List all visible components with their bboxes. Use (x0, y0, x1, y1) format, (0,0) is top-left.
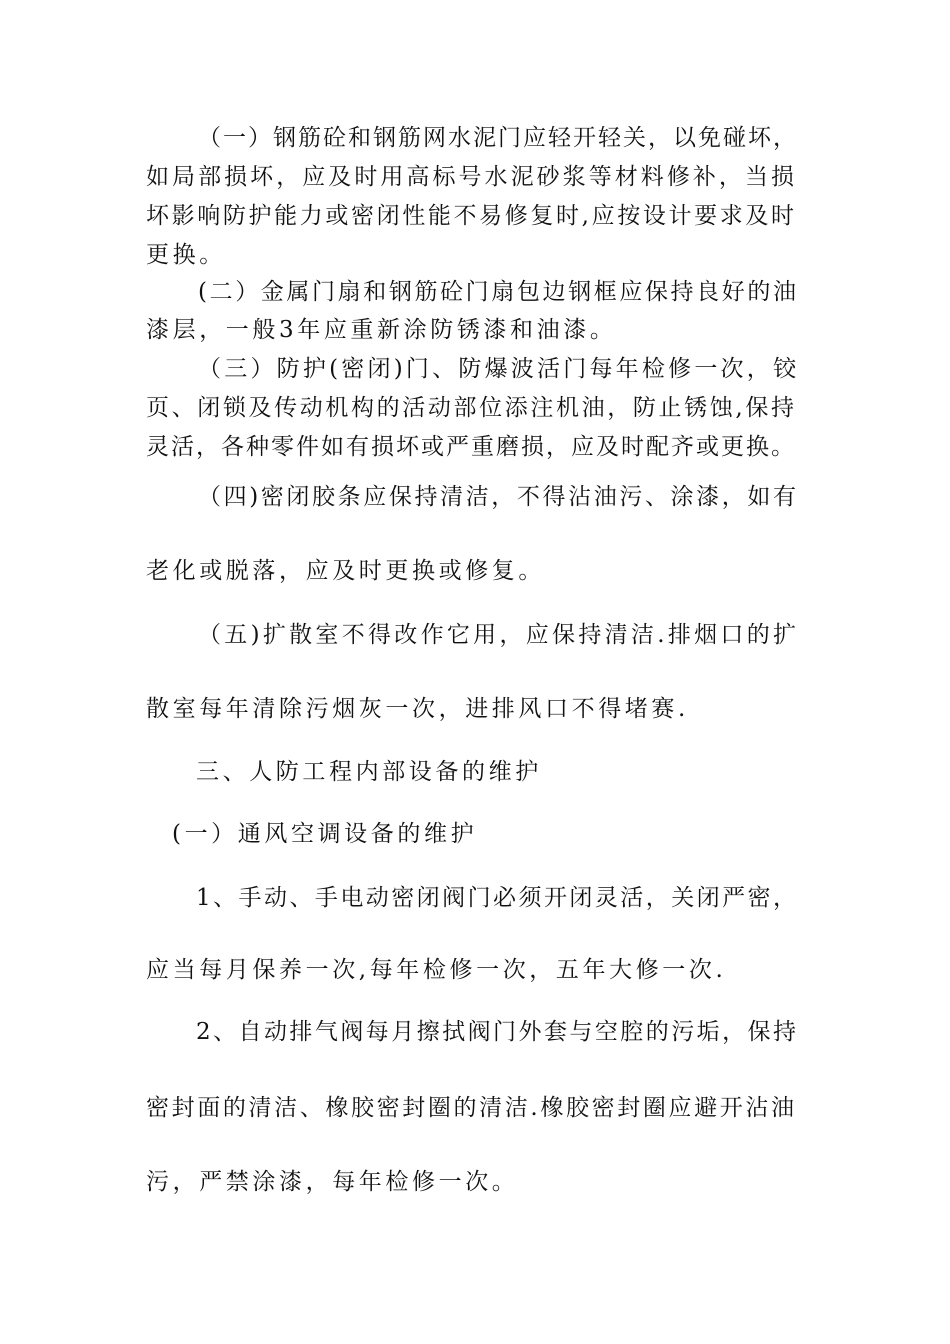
section-heading: 三、人防工程内部设备的维护 (196, 759, 542, 785)
paragraph-3-line-2: 页、闭锁及传动机构的活动部位添注机油，防止锈蚀,保持 (146, 395, 794, 421)
paragraph-5-line-1: （五)扩散室不得改作它用，应保持清洁.排烟口的扩 (198, 622, 796, 648)
paragraph-1-line-3: 坏影响防护能力或密闭性能不易修复时,应按设计要求及时 (146, 203, 794, 229)
item-1-line-2: 应当每月保养一次,每年检修一次，五年大修一次. (146, 957, 727, 983)
paragraph-4-line-1: （四)密闭胶条应保持清洁，不得沾油污、涂漆，如有 (198, 484, 796, 510)
paragraph-1-line-2: 如局部损坏，应及时用高标号水泥砂浆等材料修补，当损 (146, 164, 794, 190)
paragraph-3-line-1: （三）防护(密闭)门、防爆波活门每年检修一次，铰 (198, 356, 796, 382)
paragraph-4-line-2: 老化或脱落，应及时更换或修复。 (146, 558, 545, 584)
item-2-line-3: 污，严禁涂漆，每年检修一次。 (146, 1169, 519, 1195)
paragraph-5-line-2: 散室每年清除污烟灰一次，进排风口不得堵赛. (146, 696, 689, 722)
paragraph-2-line-1: (二）金属门扇和钢筋砼门扇包边钢框应保持良好的油 (198, 279, 796, 305)
subsection-heading: (一）通风空调设备的维护 (172, 821, 478, 847)
paragraph-1-line-1: （一）钢筋砼和钢筋网水泥门应轻开轻关，以免碰坏， (198, 125, 796, 151)
paragraph-2-line-2: 漆层，一般3年应重新涂防锈漆和油漆。 (146, 317, 617, 343)
paragraph-3-line-3: 灵活，各种零件如有损坏或严重磨损，应及时配齐或更换。 (146, 434, 794, 460)
item-1-line-1: 1、手动、手电动密闭阀门必须开闭灵活，关闭严密， (196, 885, 796, 911)
paragraph-1-line-4: 更换。 (146, 242, 226, 268)
item-2-line-1: 2、自动排气阀每月擦拭阀门外套与空腔的污垢，保持 (196, 1019, 796, 1045)
item-2-line-2: 密封面的清洁、橡胶密封圈的清洁.橡胶密封圈应避开沾油 (146, 1095, 794, 1121)
